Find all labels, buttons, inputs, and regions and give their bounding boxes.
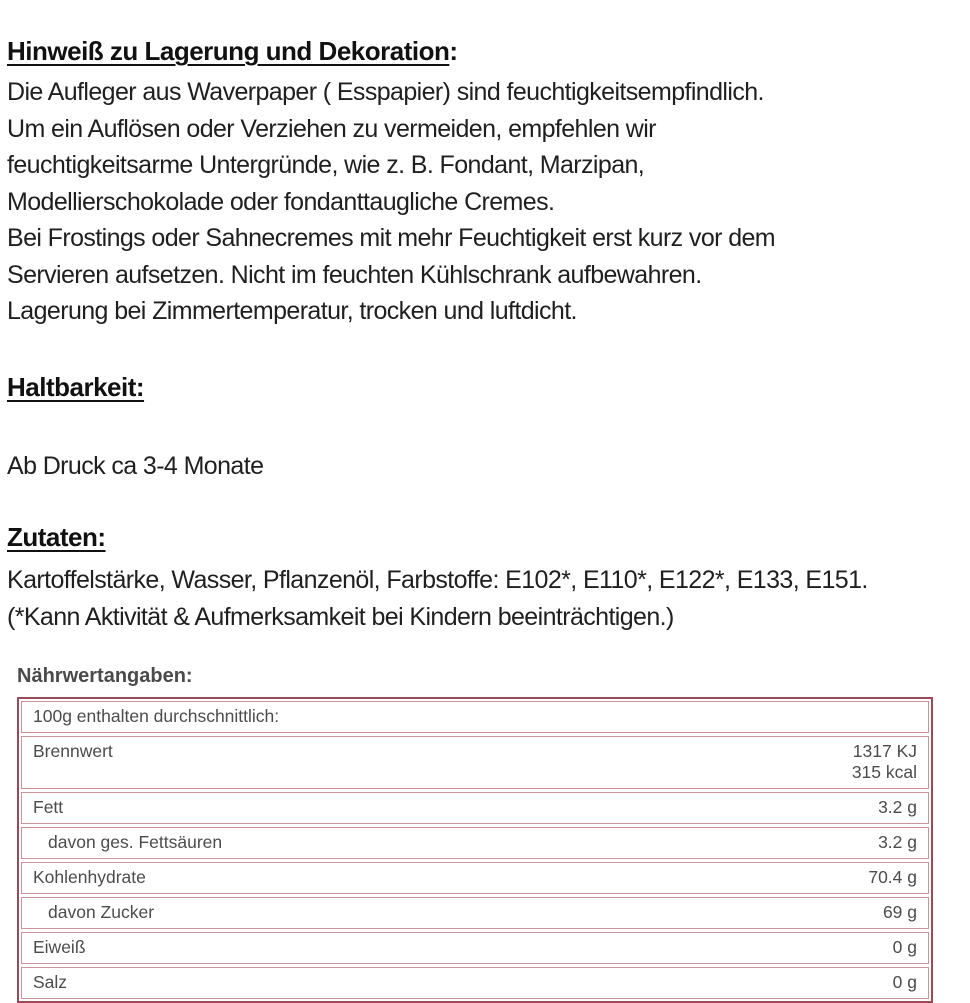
nutrition-row-label: davon ges. Fettsäuren bbox=[48, 832, 223, 852]
nutrition-row-value: 70.4 g bbox=[868, 867, 917, 887]
nutrition-table bbox=[17, 697, 933, 1003]
nutrition-header-row bbox=[21, 701, 929, 733]
storage-line: Lagerung bei Zimmertemperatur, trocken und luftdicht. bbox=[7, 297, 577, 325]
shelf-life-text: Ab Druck ca 3-4 Monate bbox=[7, 451, 264, 480]
shelf-life-heading: Haltbarkeit: bbox=[7, 371, 145, 402]
storage-line: Servieren aufsetzen. Nicht im feuchten Kühlschrank aufbewahren. bbox=[7, 260, 702, 289]
ingredients-line: (*Kann Aktivität & Aufmerksamkeit bei Kindern beeinträchtigen.) bbox=[7, 602, 674, 631]
storage-line: Modellierschokolade oder fondanttaugliche Cremes. bbox=[7, 187, 555, 216]
storage-heading-colon: : bbox=[449, 36, 458, 66]
nutrition-row-label: Brennwert bbox=[33, 741, 113, 761]
storage-heading bbox=[7, 36, 970, 66]
nutrition-row-value: 0 g bbox=[892, 972, 917, 992]
nutrition-row-values bbox=[852, 741, 917, 783]
nutrition-row-label: Kohlenhydrate bbox=[33, 867, 146, 887]
nutrition-row-brennwert bbox=[21, 736, 929, 789]
nutrition-row-fett bbox=[21, 792, 929, 824]
nutrition-header-label: 100g enthalten durchschnittlich: bbox=[33, 706, 280, 726]
nutrition-row-value: 3.2 g bbox=[878, 832, 917, 852]
storage-section bbox=[7, 36, 970, 330]
nutrition-row-label: Salz bbox=[33, 972, 68, 992]
nutrition-row-zucker bbox=[21, 897, 929, 929]
storage-line: Um ein Auflösen oder Verziehen zu vermeiden, empfehlen wir bbox=[7, 114, 656, 143]
nutrition-section bbox=[7, 665, 970, 1003]
storage-line: Bei Frostings oder Sahnecremes mit mehr Feuchtigkeit erst kurz vor dem bbox=[7, 224, 776, 252]
nutrition-row-eiweiss bbox=[21, 932, 929, 964]
ingredients-section bbox=[7, 522, 970, 635]
nutrition-row-ges-fettsaeuren bbox=[21, 827, 929, 859]
nutrition-row-label: davon Zucker bbox=[48, 902, 155, 922]
storage-line: Die Aufleger aus Waverpaper ( Esspapier) sind feuchtigkeitsempfindlich. bbox=[7, 78, 764, 106]
nutrition-row-value: 0 g bbox=[892, 937, 917, 957]
nutrition-row-salz bbox=[21, 967, 929, 999]
nutrition-row-value: 3.2 g bbox=[878, 797, 917, 817]
ingredients-paragraph bbox=[7, 562, 970, 635]
nutrition-value-kcal: 315 kcal bbox=[851, 762, 917, 782]
shelf-life-section bbox=[7, 372, 970, 485]
storage-line: feuchtigkeitsarme Untergründe, wie z. B. Fondant, Marzipan, bbox=[7, 151, 645, 179]
ingredients-line: Kartoffelstärke, Wasser, Pflanzenöl, Farbstoffe: E102*, E110*, E122*, E133, E151. bbox=[7, 566, 868, 594]
nutrition-value-kj: 1317 KJ bbox=[852, 741, 917, 761]
nutrition-row-value: 69 g bbox=[882, 902, 917, 922]
nutrition-row-label: Fett bbox=[33, 797, 64, 817]
nutrition-row-kohlenhydrate bbox=[21, 862, 929, 894]
storage-paragraph bbox=[7, 74, 970, 330]
nutrition-title: Nährwertangaben: bbox=[17, 665, 193, 687]
nutrition-row-label: Eiweiß bbox=[33, 937, 86, 957]
ingredients-heading: Zutaten: bbox=[7, 522, 106, 552]
storage-heading-text: Hinweiß zu Lagerung und Dekoration bbox=[7, 36, 450, 66]
